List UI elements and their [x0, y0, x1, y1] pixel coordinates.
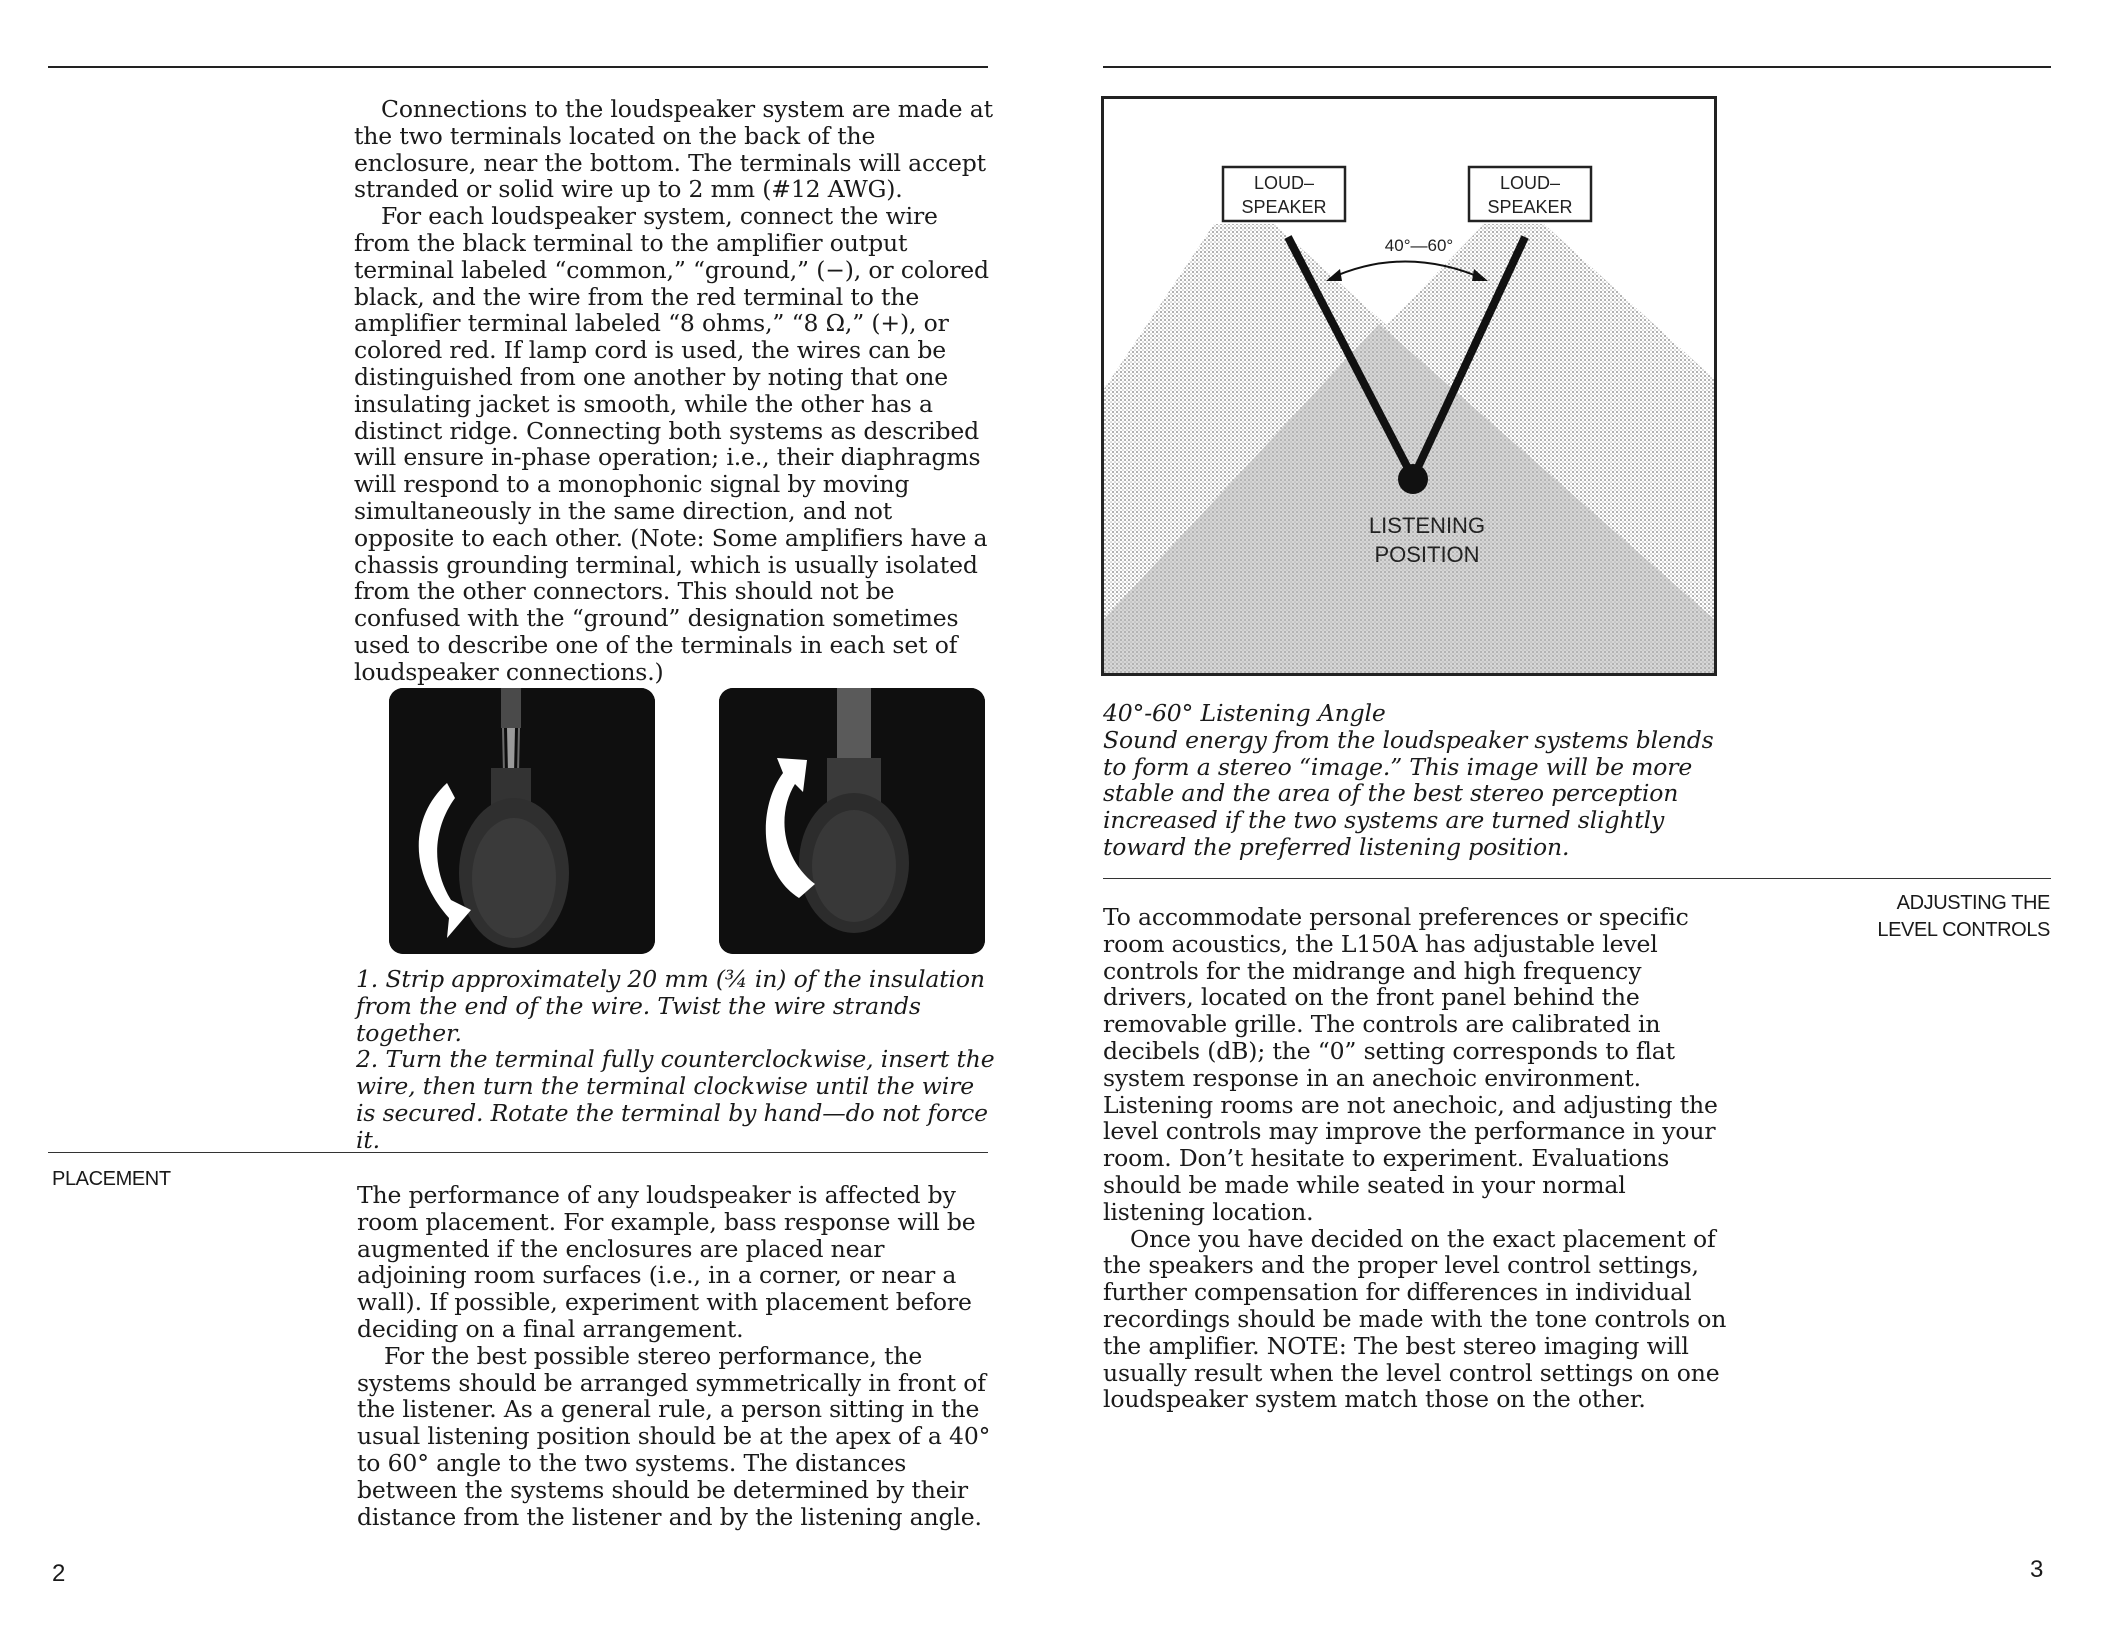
diagram-caption-body: Sound energy from the loudspeaker systems blends to form a stereo “image.” This image will be more stable and the area of the best stereo perception increased if the two systems are turned slightly toward the preferred listening position. — [1103, 725, 1714, 861]
page-number-left: 2 — [52, 1560, 66, 1587]
level-paragraph-2: Once you have decided on the exact placement of the speakers and the proper level control settings, further compensation for differences in individual recordings should be made with the tone controls on the amplifier. NOTE: The best stereo imaging will usually result when the level control settings on one loudspeaker system match those on the other. — [1103, 1224, 1727, 1414]
top-rule-right — [1103, 66, 2051, 68]
terminal-photo-turn-terminal — [719, 688, 985, 954]
left-speaker-label-1: LOUD– — [1253, 173, 1315, 193]
listening-label-2: POSITION — [1374, 542, 1480, 567]
placement-rule — [48, 1152, 988, 1153]
level-rule — [1103, 878, 2051, 879]
connections-paragraph-1: Connections to the loudspeaker system are made at the two terminals located on the back of the enclosure, near the bottom. The terminals will accept stranded or solid wire up to 2 mm (#12 AWG). — [354, 95, 993, 204]
caption-step-1: 1. Strip approximately 20 mm (¾ in) of the insulation from the end of the wire. Twist the wire strands together. — [356, 965, 985, 1047]
level-heading — [1860, 890, 2050, 944]
left-speaker-label-2: SPEAKER — [1241, 197, 1327, 217]
placement-heading: PLACEMENT — [52, 1168, 171, 1190]
listening-angle-diagram — [1101, 96, 1717, 676]
placement-paragraph-2: For the best possible stereo performance, the systems should be arranged symmetrically in front of the listener. As a general rule, a person sitting in the usual listening position should be at the apex of a 40° to 60° angle to the two systems. The distances between the systems should be determined by their distance from the listener and by the listening angle. — [357, 1341, 991, 1531]
caption-step-2: 2. Turn the terminal fully counterclockwise, insert the wire, then turn the terminal clockwise until the wire is secured. Rotate the terminal by hand—do not force it. — [356, 1045, 995, 1154]
level-heading-line-2: LEVEL CONTROLS — [1877, 919, 2050, 941]
placement-text — [357, 1182, 997, 1530]
level-paragraph-1: To accommodate personal preferences or specific room acoustics, the L150A has adjustable level controls for the midrange and high frequency drivers, located on the front panel behind the removable grille. The controls are calibrated in decibels (dB); the “0” setting corresponds to flat system response in an anechoic environment. Listening rooms are not anechoic, and adjusting the level controls may improve the performance in your room. Don’t hesitate to experiment. Evaluations should be made while seated in your normal listening location. — [1103, 903, 1718, 1226]
top-rule-left — [48, 66, 988, 68]
level-controls-text — [1103, 904, 1733, 1413]
diagram-caption-title: 40°-60° Listening Angle — [1103, 699, 1386, 727]
level-heading-line-1: ADJUSTING THE — [1896, 892, 2050, 914]
listening-label-1: LISTENING — [1368, 513, 1486, 538]
page-number-right: 3 — [2030, 1556, 2044, 1583]
right-speaker-label-2: SPEAKER — [1487, 197, 1573, 217]
terminal-wire-illustration — [389, 688, 655, 954]
placement-paragraph-1: The performance of any loudspeaker is affected by room placement. For example, bass response will be augmented if the enclosures are placed near adjoining room surfaces (i.e., in a corner, or near a wall). If possible, experiment with placement before deciding on a final arrangement. — [357, 1181, 976, 1343]
connections-text — [354, 96, 994, 686]
diagram-caption — [1103, 700, 1733, 861]
terminal-turn-illustration — [719, 688, 985, 954]
listening-angle-svg — [1104, 99, 1714, 673]
right-speaker-label-1: LOUD– — [1499, 173, 1561, 193]
connections-paragraph-2: For each loudspeaker system, connect the wire from the black terminal to the amplifier output terminal labeled “common,” “ground,” (−), or colored black, and the wire from the red terminal to the amplifier terminal labeled “8 ohms,” “8 Ω,” (+), or colored red. If lamp cord is used, the wires can be distinguished from one another by noting that one insulating jacket is smooth, while the other has a distinct ridge. Connecting both systems as described will ensure in-phase operation; i.e., their diaphragms will respond to a monophonic signal by moving simultaneously in the same direction, and not opposite to each other. (Note: Some amplifiers have a chassis grounding terminal, which is usually isolated from the other connectors. This should not be confused with the “ground” designation sometimes used to describe one of the terminals in each set of loudspeaker connections.) — [354, 202, 989, 686]
listener-dot — [1398, 464, 1428, 494]
terminal-photo-strip-wire — [389, 688, 655, 954]
angle-label: 40°—60° — [1384, 236, 1454, 255]
photo-captions — [356, 966, 996, 1154]
